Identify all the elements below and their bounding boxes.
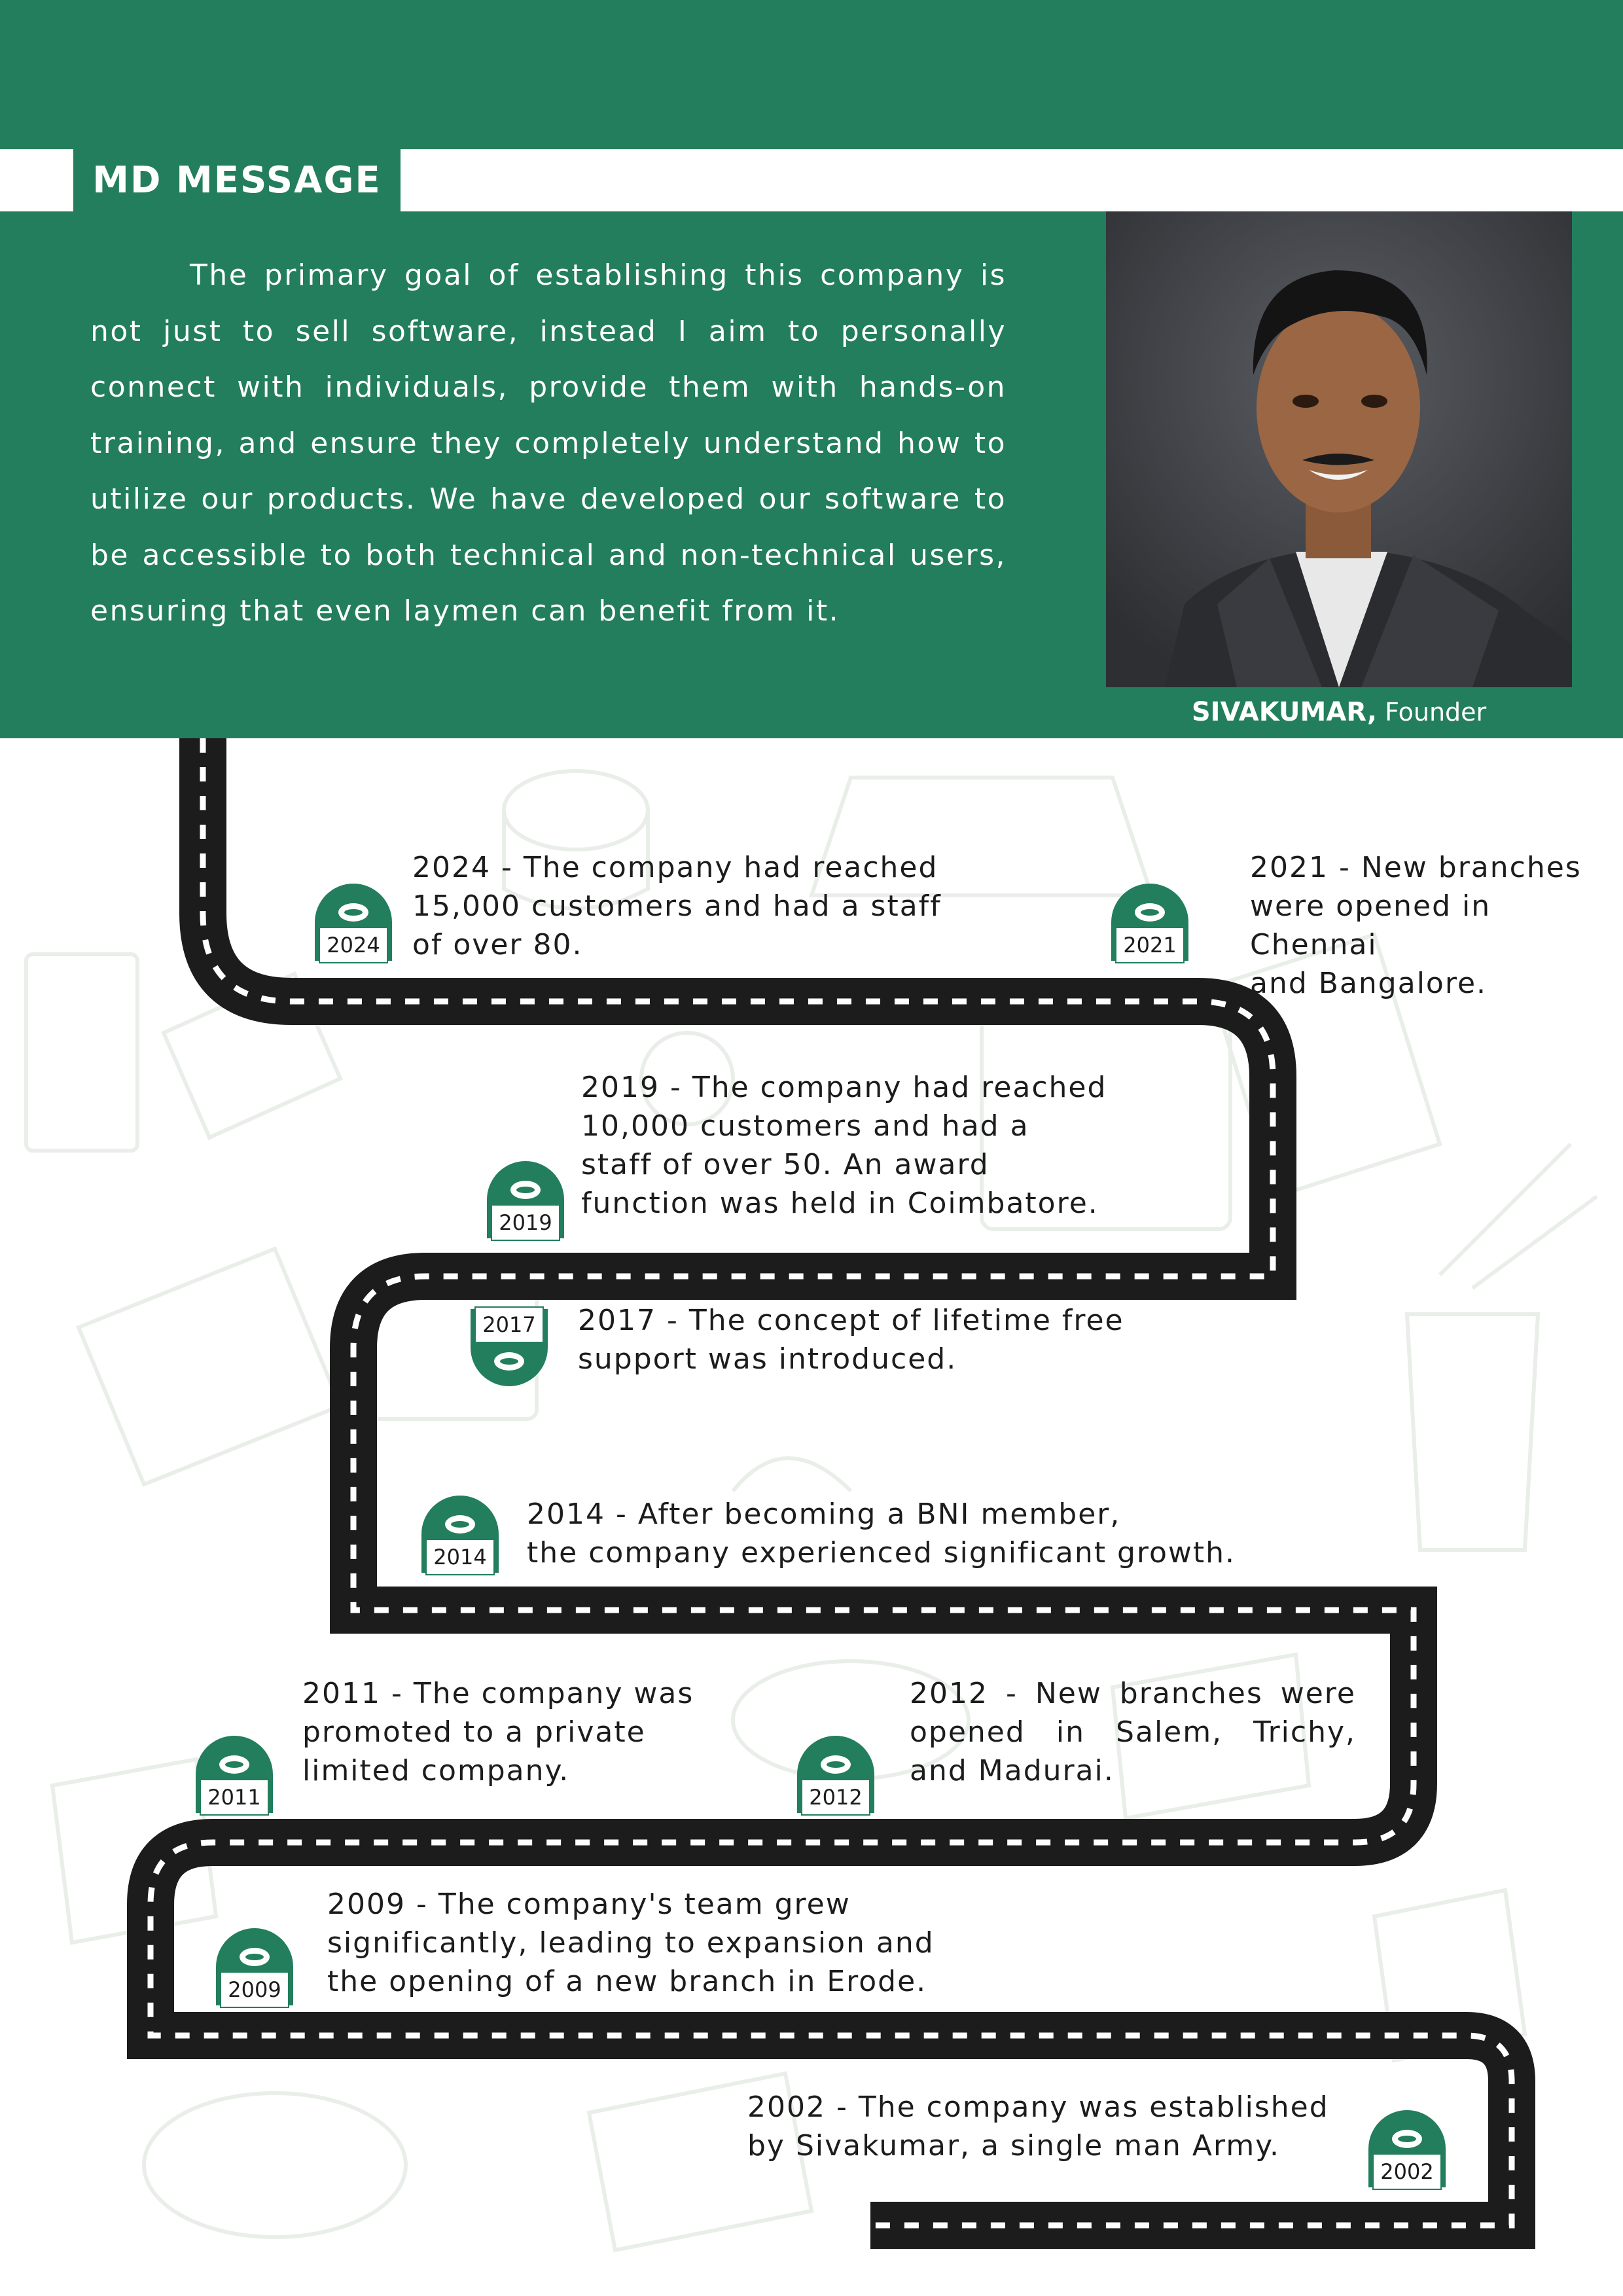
year-marker-2002: 2002 [1368,2110,1446,2194]
year-marker-2009: 2009 [216,1928,293,2012]
marker-ring-icon [1392,2130,1422,2148]
event-2009: 2009 - The company's team grew significantly, leading to expansion and the opening of a new branch in Erode. [327,1888,935,1998]
year-marker-2017: 2017 [471,1302,548,1386]
section-title: MD MESSAGE [92,159,382,202]
year-marker-2021: 2021 [1111,884,1188,967]
marker-ring-icon [1135,903,1165,922]
year-marker-2019: 2019 [487,1161,564,1245]
founder-role: Founder [1385,698,1487,726]
event-2024: 2024 - The company had reached 15,000 customers and had a staff of over 80. [412,851,942,961]
event-2014: 2014 - After becoming a BNI member, the company experienced significant growth. [527,1498,1236,1570]
event-2011: 2011 - The company was promoted to a private limited company. [302,1677,694,1787]
event-2002: 2002 - The company was established by Sivakumar, a single man Army. [747,2090,1329,2162]
event-2012: 2012 - New branches were opened in Salem, Trichy, and Madurai. [910,1677,1356,1787]
year-marker-2014: 2014 [421,1496,499,1579]
marker-ring-icon [510,1181,541,1199]
marker-ring-icon [338,903,368,922]
marker-ring-icon [821,1755,851,1774]
event-2021: 2021 - New branches were opened in Chennai and Bangalore. [1250,851,1582,1000]
md-message-text: The primary goal of establishing this company is not just to sell software, instead I aim to personally connect with individuals, provide them with hands-on training, and ensure they completely understand how to utilize our products. We have developed our software to be accessible to both technical and non-technical users, ensuring that even laymen can benefit from it. [90,259,1007,628]
marker-ring-icon [219,1755,249,1774]
founder-name: SIVAKUMAR, [1191,697,1378,727]
marker-ring-icon [494,1352,524,1371]
marker-ring-icon [240,1948,270,1966]
event-2019: 2019 - The company had reached 10,000 customers and had a staff of over 50. An award function was held in Coimbatore. [581,1071,1107,1220]
year-marker-2024: 2024 [315,884,392,967]
year-marker-2012: 2012 [797,1736,874,1820]
year-marker-2011: 2011 [196,1736,273,1820]
event-2017: 2017 - The concept of lifetime free support was introduced. [578,1304,1124,1376]
marker-ring-icon [445,1515,475,1534]
